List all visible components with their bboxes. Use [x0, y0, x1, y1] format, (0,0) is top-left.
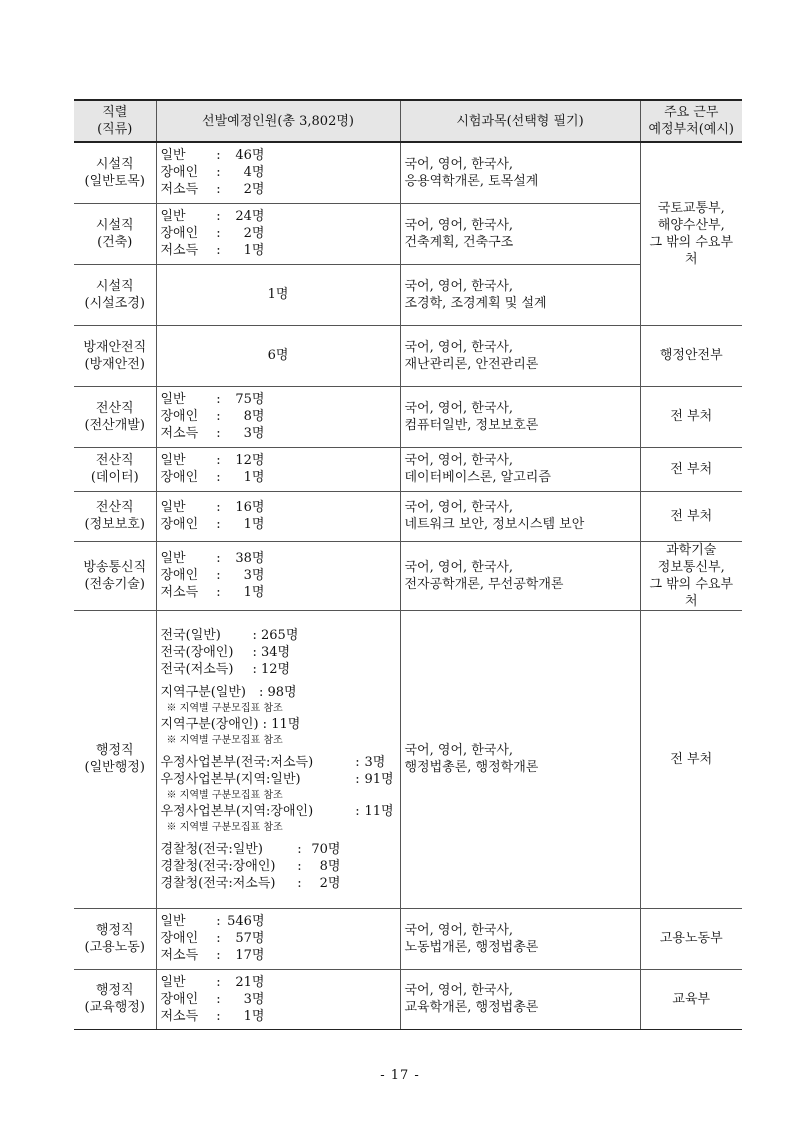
quota-line: 지역구분(장애인) : 11명	[160, 716, 301, 732]
subjects-cell: 국어, 영어, 한국사, 행정법총론, 행정학개론	[400, 610, 640, 908]
reference-note: ※ 지역별 구분모집표 참조	[166, 821, 283, 833]
job-series-cell: 전산직 (정보보호)	[74, 491, 156, 541]
header-job-series: 직렬 (직류)	[74, 100, 156, 142]
department-cell: 과학기술 정보통신부, 그 밖의 수요부처	[640, 541, 742, 610]
subjects-cell: 국어, 영어, 한국사, 건축계획, 건축구조	[400, 203, 640, 264]
reference-note: ※ 지역별 구분모집표 참조	[166, 702, 283, 714]
department-cell: 전 부처	[640, 491, 742, 541]
quota-line: 우정사업본부(지역:장애인) : 11명	[160, 803, 394, 819]
reference-note: ※ 지역별 구분모집표 참조	[166, 789, 283, 801]
subjects-cell: 국어, 영어, 한국사, 응용역학개론, 토목설계	[400, 142, 640, 203]
quota-line: 우정사업본부(전국:저소득) : 3명	[160, 754, 386, 770]
quota-line: 경찰청(전국:저소득) : 2명	[160, 875, 341, 891]
table-row	[74, 491, 742, 541]
quota-line: 전국(저소득) : 12명	[160, 661, 291, 677]
job-series-cell: 전산직 (데이터)	[74, 447, 156, 491]
job-series-cell: 방송통신직 (전송기술)	[74, 541, 156, 610]
department-cell: 고용노동부	[640, 908, 742, 969]
quota-cell: 일반 : 46명 장애인 : 4명 저소득 : 2명	[156, 142, 400, 203]
table-row	[74, 610, 742, 908]
subjects-cell: 국어, 영어, 한국사, 전자공학개론, 무선공학개론	[400, 541, 640, 610]
table-row	[74, 908, 742, 969]
quota-cell: 1명	[156, 264, 400, 325]
reference-note: ※ 지역별 구분모집표 참조	[166, 734, 283, 746]
subjects-cell: 국어, 영어, 한국사, 노동법개론, 행정법총론	[400, 908, 640, 969]
job-series-cell: 전산직 (전산개발)	[74, 386, 156, 447]
quota-cell: 일반 : 546명 장애인 : 57명 저소득 : 17명	[156, 908, 400, 969]
quota-line: 전국(일반) : 265명	[160, 627, 299, 643]
table-row	[74, 541, 742, 610]
subjects-cell: 국어, 영어, 한국사, 조경학, 조경계획 및 설계	[400, 264, 640, 325]
subjects-cell: 국어, 영어, 한국사, 재난관리론, 안전관리론	[400, 325, 640, 386]
department-cell: 전 부처	[640, 447, 742, 491]
quota-line: 전국(장애인) : 34명	[160, 644, 291, 660]
department-cell: 국토교통부, 해양수산부, 그 밖의 수요부처	[640, 142, 742, 325]
table-row	[74, 325, 742, 386]
quota-line: 우정사업본부(지역:일반) : 91명	[160, 771, 394, 787]
quota-cell: 일반 : 16명 장애인 : 1명	[156, 491, 400, 541]
job-series-cell: 시설직 (일반토목)	[74, 142, 156, 203]
quota-cell: 6명	[156, 325, 400, 386]
quota-cell: 일반 : 12명 장애인 : 1명	[156, 447, 400, 491]
header-departments: 주요 근무 예정부처(예시)	[640, 100, 742, 142]
job-series-cell: 행정직 (교육행정)	[74, 969, 156, 1029]
quota-line: 경찰청(전국:장애인) : 8명	[160, 858, 341, 874]
job-series-cell: 행정직 (일반행정)	[74, 610, 156, 908]
job-series-cell: 방재안전직 (방재안전)	[74, 325, 156, 386]
subjects-cell: 국어, 영어, 한국사, 교육학개론, 행정법총론	[400, 969, 640, 1029]
subjects-cell: 국어, 영어, 한국사, 컴퓨터일반, 정보보호론	[400, 386, 640, 447]
department-cell: 행정안전부	[640, 325, 742, 386]
quota-cell: 일반 : 38명 장애인 : 3명 저소득 : 1명	[156, 541, 400, 610]
department-cell: 전 부처	[640, 386, 742, 447]
quota-cell: 일반 : 24명 장애인 : 2명 저소득 : 1명	[156, 203, 400, 264]
subjects-cell: 국어, 영어, 한국사, 데이터베이스론, 알고리즘	[400, 447, 640, 491]
table-row	[74, 447, 742, 491]
job-series-cell: 시설직 (시설조경)	[74, 264, 156, 325]
page-number: - 17 -	[380, 1068, 420, 1083]
header-row	[74, 100, 742, 142]
quota-line: 경찰청(전국:일반) : 70명	[160, 841, 341, 857]
job-series-cell: 행정직 (고용노동)	[74, 908, 156, 969]
quota-line: 지역구분(일반) : 98명	[160, 684, 297, 700]
quota-cell: 일반 : 21명 장애인 : 3명 저소득 : 1명	[156, 969, 400, 1029]
department-cell: 교육부	[640, 969, 742, 1029]
job-series-cell: 시설직 (건축)	[74, 203, 156, 264]
quota-cell: 일반 : 75명 장애인 : 8명 저소득 : 3명	[156, 386, 400, 447]
table-row	[74, 969, 742, 1029]
header-quota: 선발예정인원(총 3,802명)	[156, 100, 400, 142]
table-row	[74, 386, 742, 447]
recruitment-table	[74, 99, 742, 1030]
header-subjects: 시험과목(선택형 필기)	[400, 100, 640, 142]
quota-cell	[156, 610, 400, 908]
subjects-cell: 국어, 영어, 한국사, 네트워크 보안, 정보시스템 보안	[400, 491, 640, 541]
department-cell: 전 부처	[640, 610, 742, 908]
table-row	[74, 142, 742, 203]
